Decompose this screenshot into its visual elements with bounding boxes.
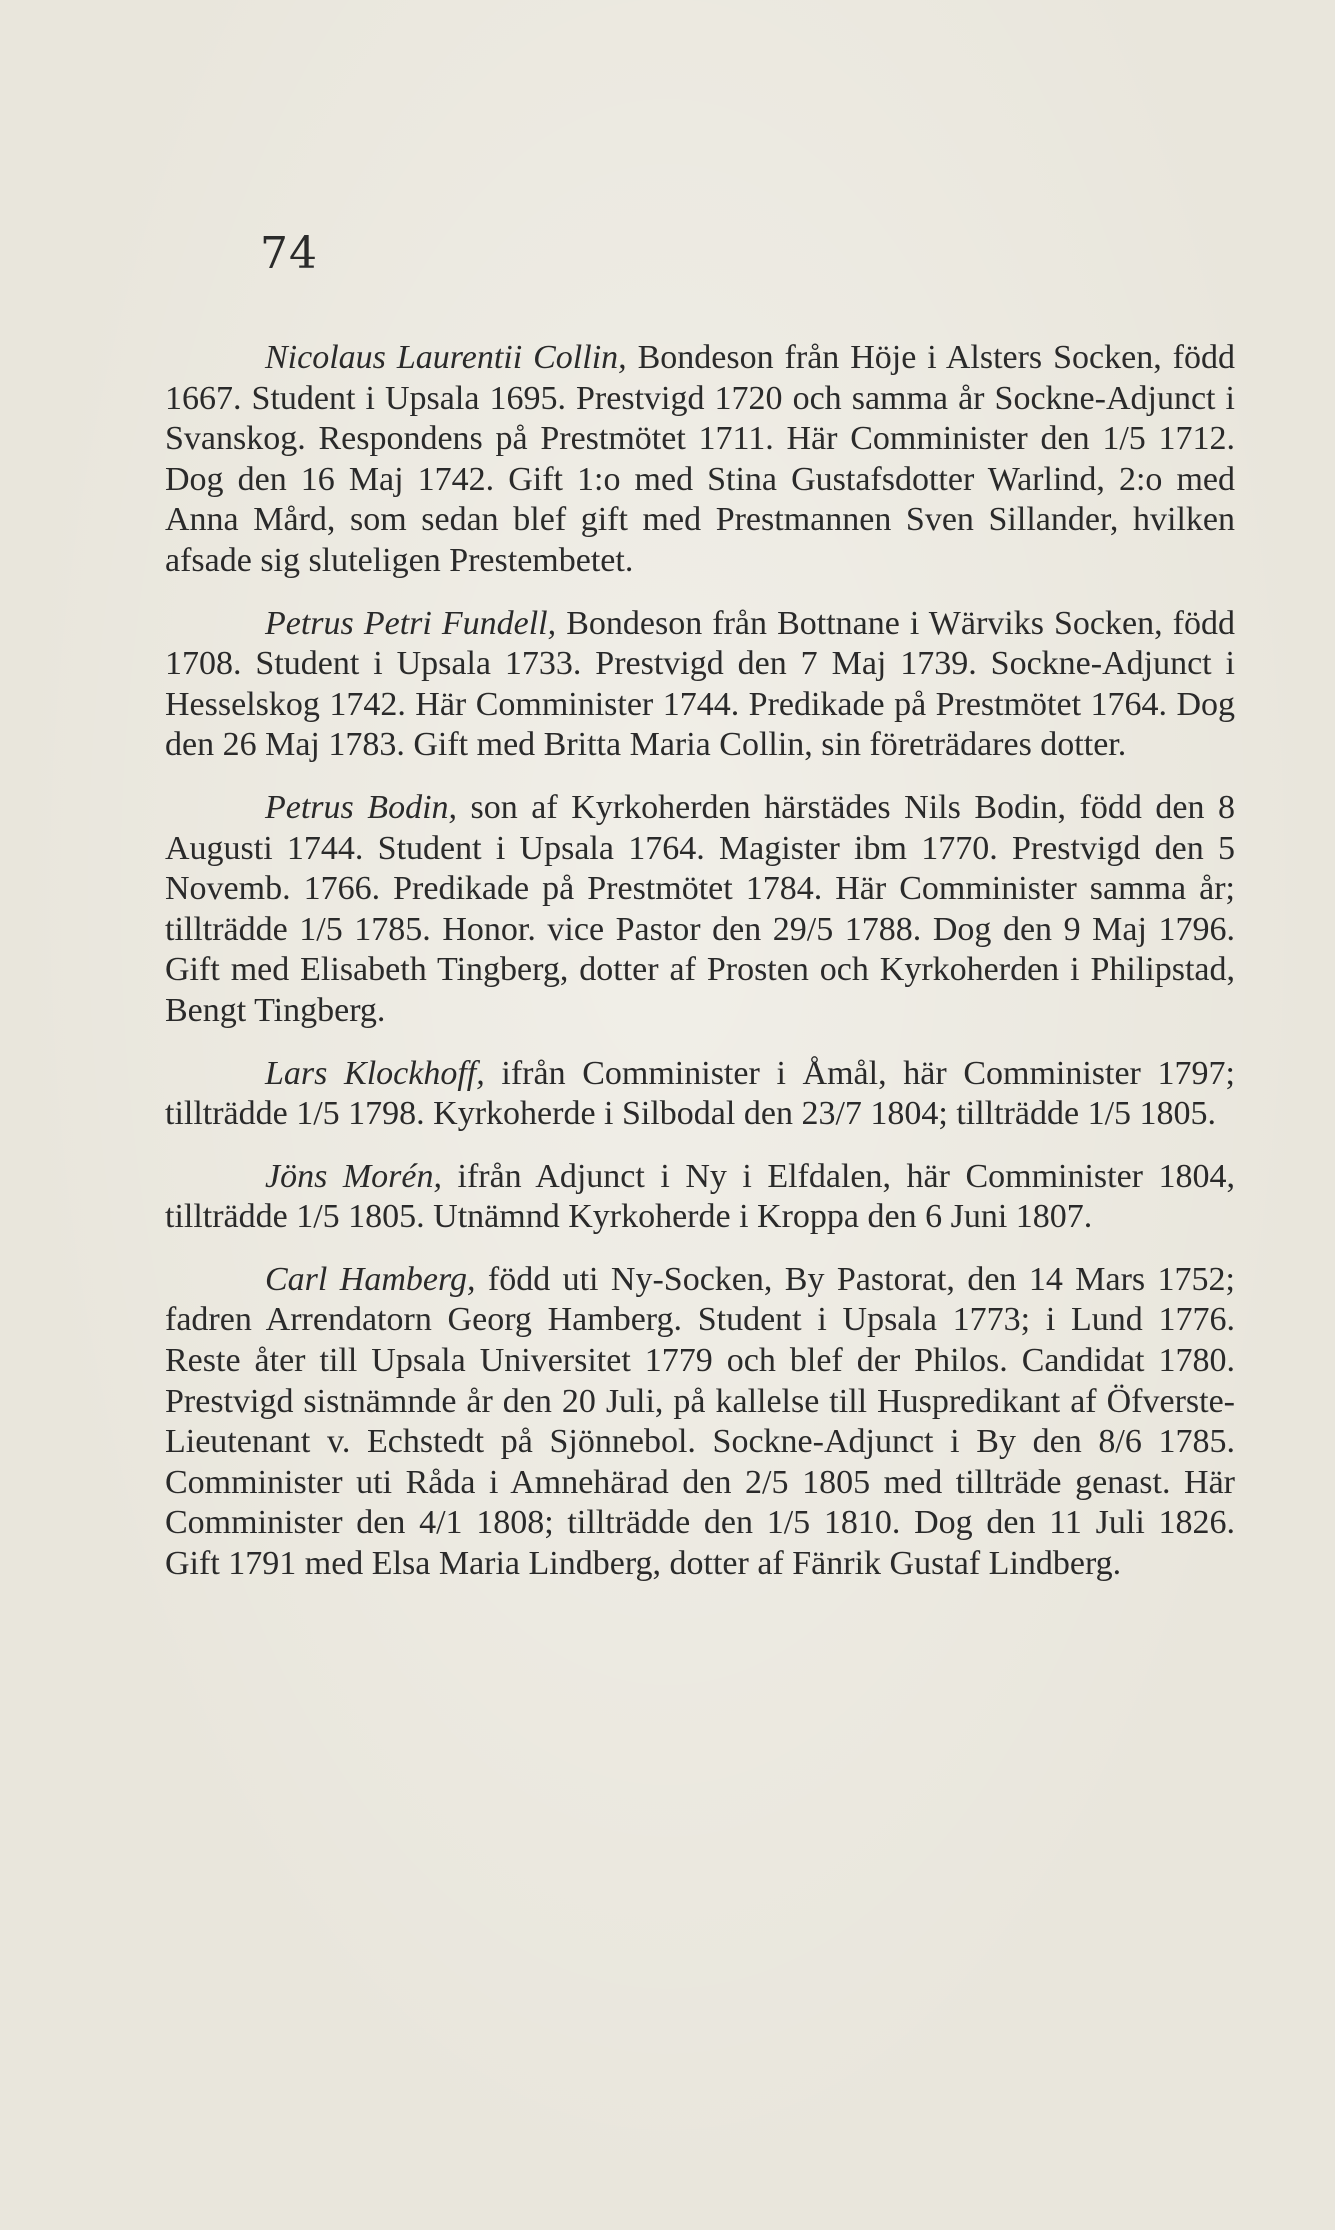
entry-fundell [165, 604, 1235, 766]
entry-text: ifrån Comminister i Åmål, här Comminister 1797; tillträdde 1/5 1798. Kyrkoherde i Silbodal den 23/7 1804; tillträdde 1/5 1805. [165, 1054, 1235, 1133]
entry-name: Lars Klockhoff, [265, 1054, 485, 1092]
entry-text: ifrån Adjunct i Ny i Elfdalen, här Comminister 1804, tillträdde 1/5 1805. Utnämnd Kyrkoherde i Kroppa den 6 Juni 1807. [165, 1157, 1236, 1236]
entry-moren [165, 1157, 1235, 1238]
entry-name: Nicolaus Laurentii Collin, [265, 339, 627, 376]
entry-bodin [165, 788, 1235, 1032]
entry-name: Jöns Morén, [265, 1157, 442, 1195]
entry-collin [165, 338, 1235, 582]
text-body [165, 338, 1235, 1607]
entry-text: Bondeson från Bottnane i Wärviks Socken, född 1708. Student i Upsala 1733. Prestvigd den 7 Maj 1739. Sockne-Adjunct i Hesselskog 1742. Här Comminister 1744. Predikade på Prestmötet 1764. Dog den 26 Maj 1783. Gift med Britta Maria Collin, sin företrädares dotter. [165, 604, 1235, 764]
entry-text: son af Kyrkoherden härstädes Nils Bodin, född den 8 Augusti 1744. Student i Upsala 1764. Magister ibm 1770. Prestvigd den 5 Novemb. 1766. Predikade på Prestmötet 1784. Här Comminister samma år; tillträdde 1/5 1785. Honor. vice Pastor den 29/5 1788. Dog den 9 Maj 1796. Gift med Elisabeth Tingberg, dotter af Prosten och Kyrkoherden i Philipstad, Bengt Tingberg. [165, 788, 1235, 1029]
entry-name: Petrus Petri Fundell, [265, 604, 557, 642]
entry-text: född uti Ny-Socken, By Pastorat, den 14 Mars 1752; fadren Arrendatorn Georg Hamberg. Student i Upsala 1773; i Lund 1776. Reste åter till Upsala Universitet 1779 och blef der Philos. Candidat 1780. Prestvigd sistnämnde år den 20 Juli, på kallelse till Huspredikant af Öfverste-Lieutenant v. Echstedt på Sjönnebol. Sockne-Adjunct i By den 8/6 1785. Comminister uti Råda i Amnehärad den 2/5 1805 med tillträde genast. Här Comminister den 4/1 1808; tillträdde den 1/5 1810. Dog den 11 Juli 1826. Gift 1791 med Elsa Maria Lindberg, dotter af Fänrik Gustaf Lindberg. [165, 1260, 1236, 1583]
page-number: 74 [260, 228, 318, 279]
entry-name: Carl Hamberg, [265, 1260, 476, 1298]
entry-klockhoff [165, 1054, 1235, 1135]
entry-hamberg [165, 1260, 1235, 1585]
entry-name: Petrus Bodin, [265, 788, 458, 826]
entry-text: Bondeson från Höje i Alsters Socken, född 1667. Student i Upsala 1695. Prestvigd 1720 och samma år Sockne-Adjunct i Svanskog. Respondens på Prestmötet 1711. Här Comminister den 1/5 1712. Dog den 16 Maj 1742. Gift 1:o med Stina Gustafsdotter Warlind, 2:o med Anna Mård, som sedan blef gift med Prestmannen Sven Sillander, hvilken afsade sig sluteligen Prestembetet. [165, 339, 1235, 579]
